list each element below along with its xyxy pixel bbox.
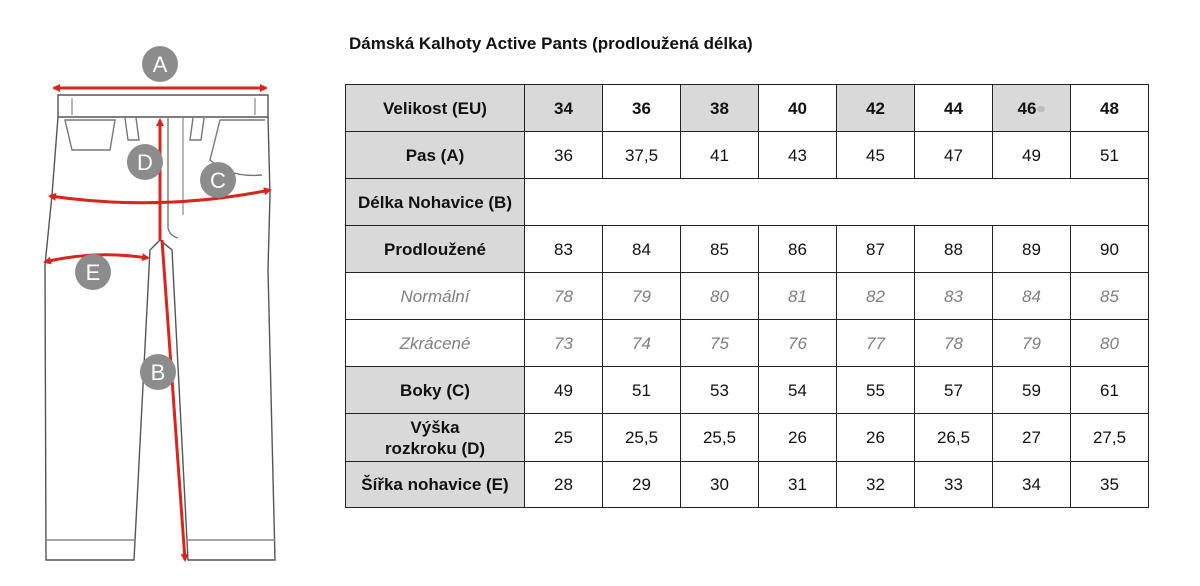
- table-cell: 27: [993, 414, 1071, 462]
- badge-d-label: D: [137, 150, 153, 175]
- header-label: Velikost (EU): [346, 85, 525, 132]
- table-cell: 82: [837, 273, 915, 320]
- table-row: [346, 462, 1149, 508]
- badge-c-label: C: [210, 168, 226, 193]
- row-label: Zkrácené: [346, 320, 525, 367]
- table-cell: 74: [603, 320, 681, 367]
- table-cell: 26: [837, 414, 915, 462]
- table-cell: 41: [681, 132, 759, 179]
- size-46: 46: [1017, 98, 1037, 118]
- table-cell: 90: [1071, 226, 1149, 273]
- table-cell: 84: [993, 273, 1071, 320]
- table-cell: 26,5: [915, 414, 993, 462]
- table-cell: 87: [837, 226, 915, 273]
- table-cell: 35: [1071, 462, 1149, 508]
- row-label: Pas (A): [346, 132, 525, 179]
- table-cell: 28: [525, 462, 603, 508]
- row-label: Šířka nohavice (E): [346, 462, 525, 508]
- table-cell: 79: [993, 320, 1071, 367]
- table-cell: 78: [915, 320, 993, 367]
- table-cell: 83: [525, 226, 603, 273]
- table-row: [346, 414, 1149, 462]
- row-label: Normální: [346, 273, 525, 320]
- warning-icon: [1037, 106, 1045, 112]
- row-label: Prodloužené: [346, 226, 525, 273]
- badge-a-label: A: [152, 52, 168, 77]
- table-cell: 51: [603, 367, 681, 414]
- header-row: [346, 85, 1149, 132]
- row-label: Boky (C): [346, 367, 525, 414]
- table-cell: 73: [525, 320, 603, 367]
- badge-b-label: B: [150, 360, 166, 385]
- table-cell: 81: [759, 273, 837, 320]
- table-cell: 85: [681, 226, 759, 273]
- table-cell: 47: [915, 132, 993, 179]
- size-46-cell: [993, 85, 1071, 132]
- table-cell: 30: [681, 462, 759, 508]
- badge-e-label: E: [85, 260, 101, 285]
- size-42: 42: [837, 85, 915, 132]
- table-cell: 59: [993, 367, 1071, 414]
- size-table: [345, 84, 1149, 508]
- table-cell: 84: [603, 226, 681, 273]
- table-row: [346, 132, 1149, 179]
- table-cell: 49: [525, 367, 603, 414]
- table-cell: 86: [759, 226, 837, 273]
- table-cell: 31: [759, 462, 837, 508]
- size-38: 38: [681, 85, 759, 132]
- table-cell: 25: [525, 414, 603, 462]
- table-cell: 78: [525, 273, 603, 320]
- table-row: [346, 273, 1149, 320]
- table-row: [346, 226, 1149, 273]
- table-cell: 77: [837, 320, 915, 367]
- table-row: [346, 320, 1149, 367]
- table-cell: 36: [525, 132, 603, 179]
- table-cell: 49: [993, 132, 1071, 179]
- table-cell: 89: [993, 226, 1071, 273]
- table-cell: 45: [837, 132, 915, 179]
- table-cell-empty: [525, 179, 1149, 226]
- table-cell: 37,5: [603, 132, 681, 179]
- table-cell: 79: [603, 273, 681, 320]
- table-cell: 85: [1071, 273, 1149, 320]
- row-label-line1: Výška: [410, 417, 460, 437]
- row-label: [346, 414, 525, 462]
- table-cell: 26: [759, 414, 837, 462]
- table-cell: 53: [681, 367, 759, 414]
- table-cell: 25,5: [681, 414, 759, 462]
- table-row: [346, 367, 1149, 414]
- size-44: 44: [915, 85, 993, 132]
- table-cell: 83: [915, 273, 993, 320]
- table-cell: 80: [1071, 320, 1149, 367]
- table-cell: 76: [759, 320, 837, 367]
- row-label: Délka Nohavice (B): [346, 179, 525, 226]
- table-cell: 55: [837, 367, 915, 414]
- table-cell: 88: [915, 226, 993, 273]
- chart-title: Dámská Kalhoty Active Pants (prodloužená délka): [349, 34, 753, 53]
- size-40: 40: [759, 85, 837, 132]
- table-cell: 51: [1071, 132, 1149, 179]
- size-48: 48: [1071, 85, 1149, 132]
- size-36: 36: [603, 85, 681, 132]
- table-cell: 27,5: [1071, 414, 1149, 462]
- size-34: 34: [525, 85, 603, 132]
- pants-measurement-diagram: [0, 0, 330, 586]
- table-cell: 25,5: [603, 414, 681, 462]
- table-row: [346, 179, 1149, 226]
- table-cell: 32: [837, 462, 915, 508]
- table-cell: 61: [1071, 367, 1149, 414]
- table-cell: 57: [915, 367, 993, 414]
- table-cell: 75: [681, 320, 759, 367]
- table-cell: 29: [603, 462, 681, 508]
- table-cell: 54: [759, 367, 837, 414]
- table-cell: 80: [681, 273, 759, 320]
- table-cell: 33: [915, 462, 993, 508]
- table-cell: 34: [993, 462, 1071, 508]
- row-label-line2: rozkroku (D): [384, 438, 486, 458]
- table-cell: 43: [759, 132, 837, 179]
